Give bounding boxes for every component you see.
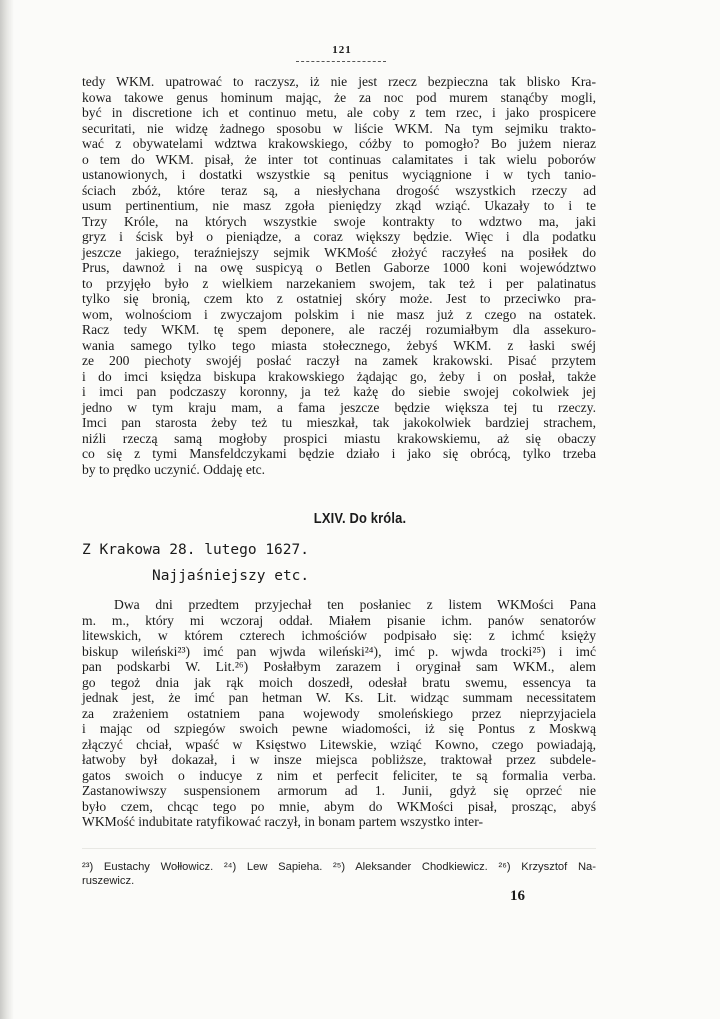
text-line: ze 200 piechoty swojéj posłać raczył na zamek krakowski. Pisać przytem [82,353,596,368]
text-line: Trzy Króle, na których wszystkie swoje kontrakty to wdztwo ma, jaki [82,213,596,229]
letter-body [82,597,596,830]
text-line: za zrażeniem ostatniem pana wojewody smoleńskiego przez nieprzyjaciela [82,705,596,721]
text-line: usum pertinentium, nie masz zgoła pieniędzy zkąd wziąć. Ukazały to i te [82,198,596,213]
previous-letter-ending [82,74,596,477]
letter-salutation: Najjaśniejszy etc. [152,568,310,584]
text-line: wać z obywatelami wdztwa krakowskiego, cóżby to pomogło? Bo jużem nieraz [82,136,596,151]
text-line: securitati, nie widzę żadnego sposobu w liście WKM. Na tym sejmiku trakto- [82,120,596,136]
text-line: co się z tymi Mansfeldczykami będzie działo i jako się obrócą, tylko trzeba [82,446,596,461]
letter-heading: LXIV. Do króla. [313,510,407,527]
text-line: litewskich, w którem czterech ichmościów podpisało się: z ichmć księży [82,628,596,643]
text-line: i do imci księdza biskupa krakowskiego żądając go, żeby i on posłał, także [82,368,596,384]
text-line: tylko się bronią, czem kto z ostatniej skóry może. Jest to przeciwko pra- [82,291,596,306]
letter-place-date: Z Krakowa 28. lutego 1627. [82,542,309,558]
text-line: było czem, chcąc tego po mnie, abym do WKMości pisał, prosząc, abyś [82,798,596,814]
footnote-separator [82,848,596,849]
text-line: ustanowionych, i dostatki wszystkie są penitus wyciągnione i w tych tanio- [82,167,596,182]
text-line: Prus, dawnoż i na owę suspicyą o Betlen Gaborze 1000 koni województwo [82,260,596,275]
text-line: to przyjęło było z wielkiem narzekaniem swojem, tak też i per palatinatus [82,275,596,291]
printer-signature-mark: 16 [510,888,525,904]
text-line: jeszcze jakiego, teraźniejszy sejmik WKMość złożyć raczyłeś na posiłek do [82,244,596,260]
text-line: o tem do WKM. pisał, że inter tot continuas calamitates i tak wielu poborów [82,151,596,167]
text-line: i imci pan podczaszy koronny, ja też każę do siebie swojej cokolwiek jej [82,384,596,399]
text-line: łatwoby był dokazał, i w insze miejsca pobliższe, traktował przez subdele- [82,752,596,767]
page-number: 121 [332,44,352,56]
text-line: Racz tedy WKM. tę spem deponere, ale raczéj rozumiałbym dla assekuro- [82,322,596,337]
text-line: gryz i ścisk był o pieniądze, a coraz większy będzie. Więc i dla podatku [82,229,596,244]
text-line: by to prędko uczynić. Oddaję etc. [82,461,266,477]
text-line: Zastanowiwszy suspensionem armorum ad 1. Junii, gdyż się oprzeć nie [82,783,596,798]
text-line: tedy WKM. upatrować to raczysz, iż nie jest rzecz bezpieczna tak blisko Kra- [82,74,596,89]
text-line: jedno w tym kraju mam, a fama jeszcze będzie większa tej tu rzeczy. [82,399,596,415]
text-line: pan podskarbi W. Lit.²⁶) Posłałbym zarazem i oryginał sam WKM., alem [82,659,596,674]
footnotes [82,860,596,888]
text-line: biskup wileński²³) imć pan wjwda wileński²⁴), imć p. wjwda trocki²⁵) i imć [82,643,596,659]
text-line: Dwa dni przedtem przyjechał ten posłaniec z listem WKMości Pana [114,597,596,612]
text-line: m. m., który mi wczoraj oddał. Miałem pisanie ichm. panów senatorów [82,612,596,628]
text-line: ²³) Eustachy Wołłowicz. ²⁴) Lew Sapieha. ²⁵) Aleksander Chodkiewicz. ²⁶) Krzysztof Na- [82,861,596,873]
text-line: gatos swoich o inducye z nim et perfecit feliciter, te są formalia verba. [82,767,596,783]
text-line: ściach zbóż, które teraz są, a niesłychana drogość wszystkich rzeczy ad [82,182,596,198]
text-line: wania samego tylko tego miasta stołecznego, żebyś WKM. z łaski swéj [82,337,596,353]
binding-edge [0,0,14,1019]
text-line: WKMość indubitate ratyfikować raczył, in bonam partem wszystko inter- [82,814,483,829]
text-line: i mając od szpiegów swoich pewne wiadomości, iż się Pontus z Moskwą [82,721,596,736]
text-line: Imci pan starosta żeby też tu mieszkał, tak jakokolwiek bardziej strachem, [82,415,596,430]
text-line: złączyć chciał, wpaść w Księstwo Litewskie, wziąć Kowno, czego powiadają, [82,736,596,752]
text-line: ruszewicz. [82,875,135,887]
page-number-rule [296,61,386,62]
text-line: jednak jest, że imć pan hetman W. Ks. Lit. widząc summam necessitatem [82,690,596,705]
text-line: wom, wolnościom i zwyczajom polskim i nie masz już z czego na ostatek. [82,306,596,322]
text-line: być in discretione ich et continuo metu, ale coby z tem rzec, i jako prospicere [82,105,596,120]
text-line: kowa takowe genus hominum mając, że za noc pod murem stanąćby mogli, [82,89,596,105]
text-line: go tegoż dnia jak rąk moich doszedł, odesłał bratu swemu, essencya ta [82,674,596,690]
text-line: niźli rzeczą samą mogłoby prospici miastu krakowskiemu, aż się obaczy [82,430,596,446]
